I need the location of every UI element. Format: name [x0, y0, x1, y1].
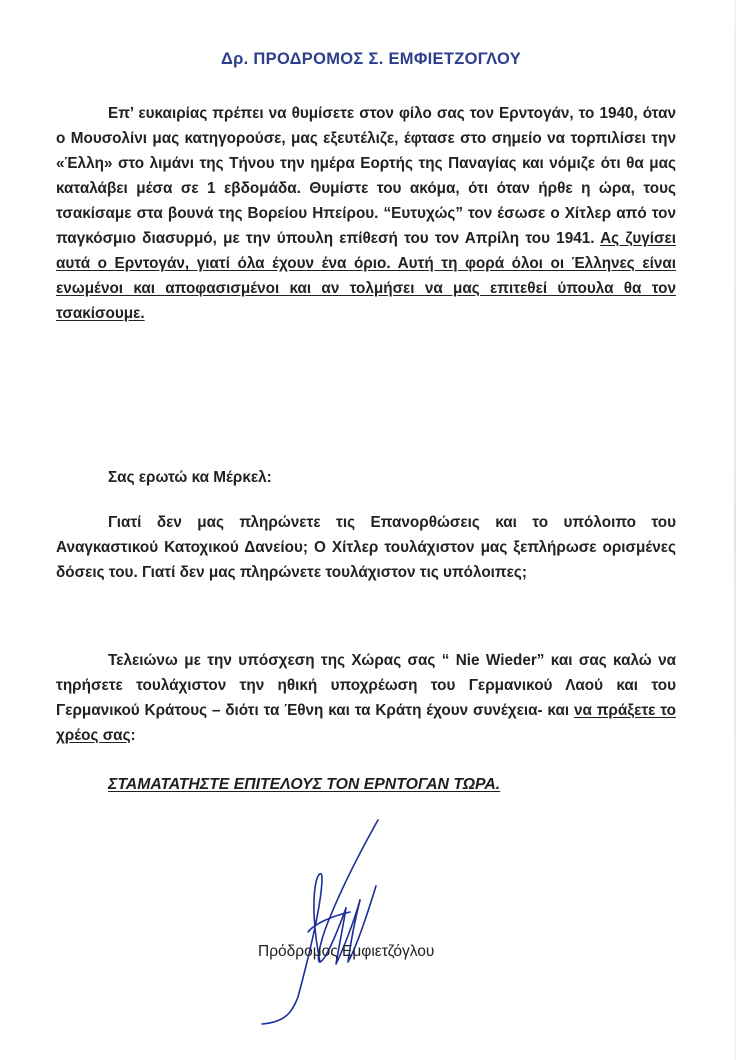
closing-demand: ΣΤΑΜΑΤΑΤΗΣΤΕ ΕΠΙΤΕΛΟΥΣ ΤΟΝ ΕΡΝΤΟΓΑΝ ΤΩΡΑ.	[108, 776, 501, 793]
letter-title: Δρ. ΠΡΟΔΡΟΜΟΣ Σ. ΕΜΦΙΕΤΖΟΓΛΟΥ	[220, 50, 522, 68]
paragraph-erdogan-underlined: Ας ζυγίσει αυτά ο Ερντογάν, γιατί όλα έχουν ένα όριο. Αυτή τη φορά όλοι οι Έλληνες είναι ενωμένοι και αποφασισμένοι και αν τολμήσει να μας επιτεθεί ύπουλα θα τον τσακίσουμε.	[56, 230, 676, 322]
handwritten-signature	[250, 812, 410, 1027]
paragraph-nie-wieder-underlined: να πράξετε το χρέος σας	[56, 702, 677, 744]
paragraph-erdogan	[56, 101, 676, 326]
greeting-merkel: Σας ερωτώ κα Μέρκελ:	[108, 469, 272, 486]
paragraph-erdogan-text: Επ’ ευκαιρίας πρέπει να θυμίσετε στον φίλο σας τον Ερντογάν, το 1940, όταν ο Μουσολίνι μας κατηγορούσε, μας εξευτέλιζε, έφτασε στο σημείο να τορπιλίσει την «Έλλη» στο λιμάνι της Τήνου την ημέρα Εορτής της Παναγίας και νόμιζε ότι θα μας καταλάβει μέσα σε 1 εβδομάδα. Θυμίστε του ακόμα, ότι όταν ήρθε η ώρα, τους τσακίσαμε στα βουνά της Βορείου Ηπείρου. “Ευτυχώς” τον έσωσε ο Χίτλερ από τον παγκόσμιο διασυρμό, με την ύπουλη επίθεσή του τον Απρίλη του 1941.	[56, 105, 676, 247]
paragraph-nie-wieder	[56, 648, 676, 748]
paragraph-nie-wieder-text: Τελειώνω με την υπόσχεση της Χώρας σας “ Nie Wieder” και σας καλώ να τηρήσετε τουλάχιστον την ηθική υποχρέωση του Γερμανικού Λαού και του Γερμανικού Κράτους – διότι τα Έθνη και τα Κράτη έχουν συνέχεια- και	[56, 652, 676, 719]
paragraph-reparations	[56, 510, 676, 585]
signature-name: Πρόδρομος Εμφιετζόγλου	[258, 943, 435, 960]
paragraph-reparations-text: Γιατί δεν μας πληρώνετε τις Επανορθώσεις και το υπόλοιπο του Αναγκαστικού Κατοχικού Δανείου; Ο Χίτλερ τουλάχιστον μας ξεπλήρωσε ορισμένες δόσεις του. Γιατί δεν μας πληρώνετε τουλάχιστον τις υπόλοιπες;	[56, 514, 676, 581]
page-edge-shadow	[734, 0, 736, 1060]
paragraph-nie-wieder-end: :	[130, 727, 136, 744]
